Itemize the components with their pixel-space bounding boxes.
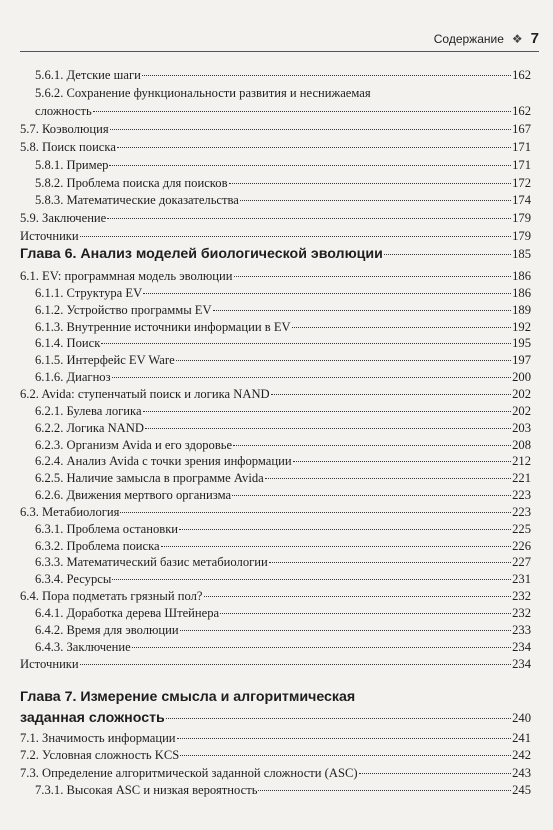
- toc-entry[interactable]: [0, 192, 553, 209]
- leader-dots: [112, 377, 512, 378]
- leader-dots: [132, 647, 511, 648]
- toc-entry-page: 195: [512, 336, 531, 351]
- toc-entry-page: 227: [512, 555, 531, 570]
- toc-entry-page: 172: [512, 175, 531, 190]
- toc-entry-page: 232: [512, 606, 531, 620]
- toc-entry[interactable]: [0, 554, 553, 571]
- toc-entry[interactable]: [0, 285, 553, 302]
- toc-entry-page: 231: [512, 572, 531, 587]
- chapter-title: заданная сложность: [20, 710, 165, 726]
- toc-entry[interactable]: [0, 437, 553, 454]
- leader-dots: [120, 512, 511, 513]
- toc-entry-title: 7.3. Определение алгоритмической заданной сложности (ASC): [20, 765, 358, 780]
- toc-entry[interactable]: [0, 656, 553, 673]
- leader-dots: [143, 411, 512, 412]
- leader-dots: [240, 200, 511, 201]
- toc-entry-page: 162: [512, 103, 531, 118]
- section-title: Содержание: [433, 31, 504, 46]
- toc-entry-title: 6.2.3. Организм Avida и его здоровье: [35, 437, 233, 452]
- leader-dots: [258, 790, 511, 791]
- toc-entry-title: 6.2.6. Движения мертвого организма: [35, 488, 232, 503]
- toc-entry[interactable]: [0, 67, 553, 84]
- toc-entry-title: 7.1. Значимость информации: [20, 731, 176, 745]
- toc-entry[interactable]: [0, 352, 553, 369]
- toc-entry[interactable]: [0, 139, 553, 156]
- toc-entry-title: 5.7. Коэволюция: [20, 121, 109, 136]
- toc-entry-page: 221: [512, 471, 531, 486]
- toc-entry-page: 243: [512, 765, 531, 780]
- toc-entry-page: 179: [512, 211, 531, 226]
- toc-entry-title: 6.2.4. Анализ Avida с точки зрения информации: [35, 454, 292, 469]
- toc-entry-title: 6.1.1. Структура EV: [35, 285, 143, 300]
- leader-dots: [177, 738, 512, 739]
- toc-entry-page: 223: [512, 488, 531, 503]
- toc-entry[interactable]: [0, 605, 553, 622]
- toc-entry-page: 167: [512, 121, 531, 136]
- toc-entry[interactable]: [0, 319, 553, 336]
- toc-entry-page: 212: [512, 454, 531, 469]
- toc-entry-page: 223: [512, 504, 531, 519]
- toc-entry-page: 179: [512, 229, 531, 244]
- toc-entry[interactable]: [0, 420, 553, 437]
- toc-entry-title: 6.4.2. Время для эволюции: [35, 622, 179, 637]
- toc-entry-page: 202: [512, 386, 531, 401]
- leader-dots: [359, 773, 512, 774]
- leader-dots: [213, 310, 512, 311]
- toc-entry-title: 5.8.3. Математические доказательства: [35, 193, 239, 208]
- toc-entry[interactable]: [0, 386, 553, 403]
- toc-entry-title: 6.1.5. Интерфейс EV Ware: [35, 353, 175, 368]
- header-rule: [20, 51, 539, 52]
- toc-entry-title: 6.1. EV: программная модель эволюции: [20, 269, 233, 283]
- toc-entry[interactable]: [0, 730, 553, 747]
- leader-dots: [265, 478, 511, 479]
- toc-entry[interactable]: [0, 622, 553, 639]
- toc-entry-page: 186: [512, 269, 531, 283]
- leader-dots: [292, 327, 511, 328]
- toc-entry-title: 6.1.2. Устройство программы EV: [35, 302, 212, 317]
- toc-entry-page: 171: [512, 139, 531, 154]
- leader-dots: [180, 755, 511, 756]
- leader-dots: [145, 428, 511, 429]
- toc-entry-page: 162: [512, 68, 531, 82]
- toc-entry-title: 6.3.4. Ресурсы: [35, 572, 112, 587]
- chapter-heading[interactable]: [0, 710, 553, 726]
- toc-entry[interactable]: [0, 470, 553, 487]
- leader-dots: [93, 111, 511, 112]
- toc-entry[interactable]: [0, 175, 553, 192]
- leader-dots: [80, 664, 511, 665]
- toc-entry-title: Источники: [20, 229, 79, 244]
- leader-dots: [143, 293, 511, 294]
- toc-entry-title: 6.2.2. Логика NAND: [35, 420, 144, 435]
- leader-dots: [204, 596, 512, 597]
- toc-entry[interactable]: [0, 747, 553, 764]
- leader-dots: [112, 579, 511, 580]
- toc-entry-page: 186: [512, 285, 531, 300]
- toc-entry-title: 7.2. Условная сложность KCS: [20, 748, 180, 763]
- toc-entry-title: 5.8.2. Проблема поиска для поисков: [35, 175, 228, 190]
- toc-entry[interactable]: [0, 639, 553, 656]
- toc-entry[interactable]: [0, 521, 553, 538]
- leader-dots: [293, 461, 512, 462]
- toc-entry[interactable]: [0, 538, 553, 555]
- leader-dots: [180, 630, 511, 631]
- toc-entry-page: 208: [512, 437, 531, 452]
- toc-entry-title: 5.6.1. Детские шаги: [35, 68, 141, 82]
- toc-entry-title: 6.1.6. Диагноз: [35, 370, 111, 385]
- toc-entry-page: 245: [512, 782, 531, 797]
- toc-entry-page: 242: [512, 748, 531, 763]
- toc-entry-title: 6.2.5. Наличие замысла в программе Avida: [35, 471, 264, 486]
- toc-entry-page: 192: [512, 319, 531, 334]
- toc-entry-title: 6.1.4. Поиск: [35, 336, 101, 351]
- toc-entry-page: 241: [512, 731, 531, 745]
- leader-dots: [176, 360, 511, 361]
- leader-dots: [271, 394, 511, 395]
- toc-entry[interactable]: [0, 369, 553, 386]
- toc-entry[interactable]: [0, 210, 553, 227]
- running-header: [434, 30, 539, 47]
- leader-dots: [107, 218, 511, 219]
- leader-dots: [80, 236, 511, 237]
- leader-dots: [269, 562, 511, 563]
- toc-entry[interactable]: [0, 228, 553, 245]
- toc-entry[interactable]: [0, 335, 553, 352]
- toc-entry[interactable]: [0, 403, 553, 420]
- chapter-page: 240: [512, 711, 531, 725]
- toc-entry-title: 6.2. Avida: ступенчатый поиск и логика NAND: [20, 386, 270, 401]
- chapter-title: Глава 6. Анализ моделей биологической эволюции: [20, 246, 383, 262]
- chapter-title-line: Глава 7. Измерение смысла и алгоритмическая: [20, 689, 356, 705]
- leader-dots: [384, 254, 511, 255]
- toc-entry-title: 5.9. Заключение: [20, 211, 107, 226]
- toc-entry[interactable]: [0, 302, 553, 319]
- toc-entry[interactable]: [0, 157, 553, 174]
- toc-entry-page: 232: [512, 589, 531, 604]
- toc-entry-title-line: 5.6.2. Сохранение функциональности развития и неснижаемая: [35, 85, 371, 100]
- toc-entry-title: 6.3.3. Математический базис метабиологии: [35, 555, 268, 570]
- toc-entry-title: 7.3.1. Высокая ASC и низкая вероятность: [35, 782, 258, 797]
- toc-entry-title: 6.3.1. Проблема остановки: [35, 521, 179, 536]
- toc-entry-page: 234: [512, 639, 531, 654]
- toc-entry-title: 6.2.1. Булева логика: [35, 403, 142, 418]
- leader-dots: [220, 613, 511, 614]
- toc-entry-page: 200: [512, 370, 531, 385]
- toc-entry-title: 6.4.3. Заключение: [35, 639, 131, 654]
- toc-entry-page: 189: [512, 302, 531, 317]
- leader-dots: [234, 276, 512, 277]
- toc-entry-title: 6.3.2. Проблема поиска: [35, 538, 160, 553]
- toc-entry-page: 171: [512, 157, 531, 172]
- toc-entry[interactable]: [0, 588, 553, 605]
- toc-entry[interactable]: [0, 782, 553, 799]
- toc-entry[interactable]: [0, 504, 553, 521]
- toc-entry[interactable]: [0, 268, 553, 285]
- leader-dots: [166, 718, 511, 719]
- leader-dots: [233, 445, 511, 446]
- toc-entry-page: 226: [512, 538, 531, 553]
- toc-entry[interactable]: [0, 487, 553, 504]
- leader-dots: [232, 495, 511, 496]
- leader-dots: [110, 129, 511, 130]
- toc-entry[interactable]: [0, 103, 553, 120]
- toc-entry-page: 197: [512, 353, 531, 368]
- leader-dots: [117, 147, 511, 148]
- leader-dots: [161, 546, 511, 547]
- leader-dots: [179, 529, 511, 530]
- toc-entry-title: Источники: [20, 656, 79, 671]
- leader-dots: [101, 343, 511, 344]
- toc-entry-title: сложность: [35, 103, 92, 118]
- toc-entry-title: 5.8.1. Пример: [35, 157, 109, 172]
- toc-entry-title: 6.1.3. Внутренние источники информации в EV: [35, 319, 291, 334]
- toc-entry-title: 5.8. Поиск поиска: [20, 139, 116, 154]
- page-number: 7: [530, 30, 539, 47]
- toc-entry[interactable]: [0, 765, 553, 782]
- toc-entry-title: 6.4.1. Доработка дерева Штейнера: [35, 606, 220, 620]
- toc-entry-page: 234: [512, 656, 531, 671]
- leader-dots: [229, 183, 512, 184]
- toc-entry-page: 203: [512, 420, 531, 435]
- toc-entry-page: 233: [512, 622, 531, 637]
- toc-entry-page: 174: [512, 193, 531, 208]
- toc-entry-title: 6.3. Метабиология: [20, 504, 120, 519]
- toc-entry-title: 6.4. Пора подметать грязный пол?: [20, 589, 203, 604]
- toc-entry-page: 202: [512, 403, 531, 418]
- chapter-heading[interactable]: [0, 246, 553, 262]
- leader-dots: [109, 165, 511, 166]
- toc-entry[interactable]: [0, 453, 553, 470]
- toc-entry-page: 225: [512, 521, 531, 536]
- toc-entry[interactable]: [0, 571, 553, 588]
- toc-entry[interactable]: [0, 121, 553, 138]
- leader-dots: [142, 75, 511, 76]
- ornament-icon: ❖: [511, 31, 523, 46]
- chapter-page: 185: [512, 247, 531, 261]
